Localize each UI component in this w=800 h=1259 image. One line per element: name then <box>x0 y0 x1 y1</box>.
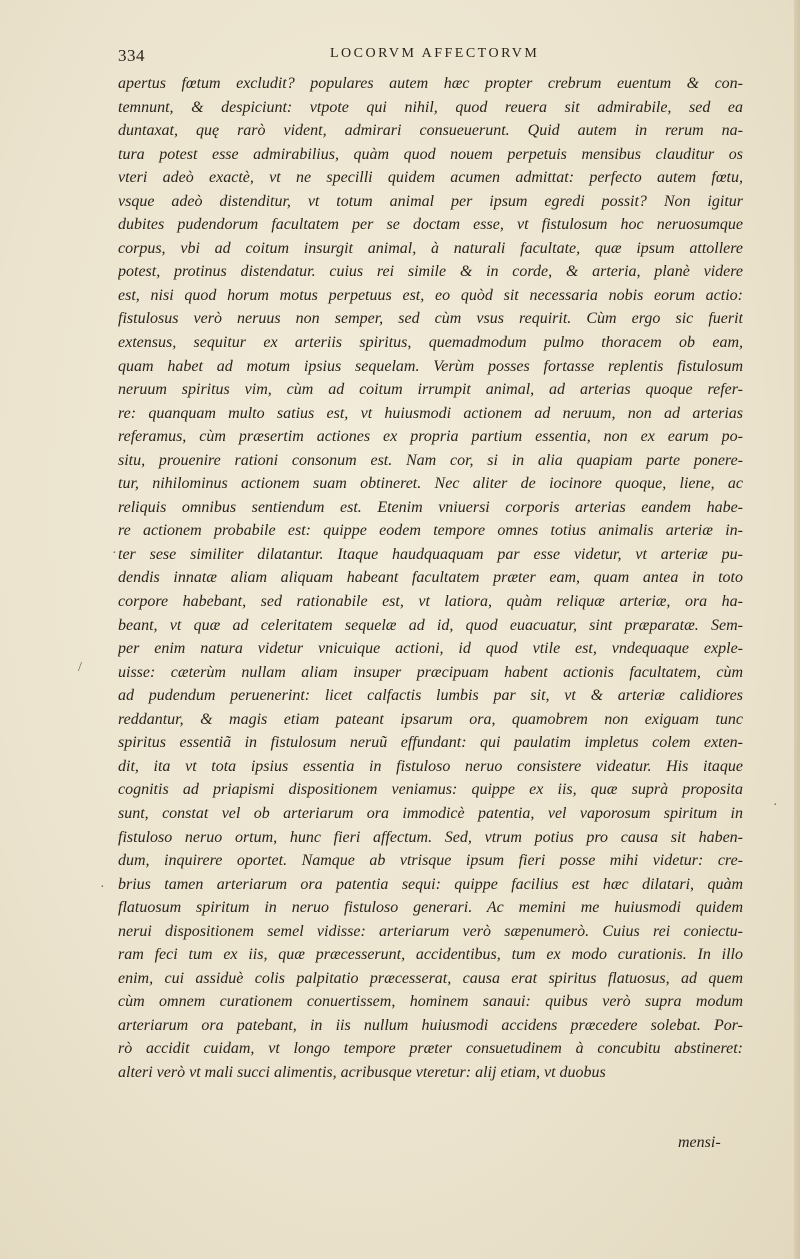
text-line: corpus, vbi ad coitum insurgit animal, à naturali facultate, quæ ipsum attollere <box>118 239 743 257</box>
text-line: arteriarum ora patebant, in iis nullum huiusmodi accidens præcedere solebat. Por- <box>118 1016 743 1034</box>
text-line: ram feci tum ex iis, quæ præcesserunt, accidentibus, tum ex modo curationis. In illo <box>118 946 743 964</box>
text-line: dubites pudendorum facultatem per se doctam esse, vt fistulosum hoc neruosumque <box>118 216 743 234</box>
text-line: tur, nihilominus actionem suam obtineret. Nec aliter de iocinore quoque, liene, ac <box>118 475 743 493</box>
running-head: LOCORVM AFFECTORVM <box>330 46 540 61</box>
margin-stroke: / <box>78 660 82 675</box>
text-line: neruum spiritus vim, cùm ad coitum irrumpit animal, ad arterias quoque refer- <box>118 381 743 399</box>
text-line: dum, inquirere oportet. Namque ab vtrisque ipsum fieri posse mihi videtur: cre- <box>118 852 743 870</box>
text-line: vsque adeò distenditur, vt totum animal per ipsum egredi possit? Non igitur <box>118 192 743 210</box>
text-line: duntaxat, quę rarò vident, admirari consueuerunt. Quid autem in rerum na- <box>118 122 743 140</box>
text-line: sunt, constat vel ob arteriarum ora immodicè patentia, vel vaporosum spiritum in <box>118 804 743 822</box>
text-line: ad pudendum peruenerint: licet calfactis lumbis par sit, vt & arteriæ calidiores <box>118 687 743 705</box>
text-line: potest, protinus distendatur. cuius rei simile & in corde, & arteria, planè videre <box>118 263 743 281</box>
text-line: re: quanquam multo satius est, vt huiusmodi actionem ad neruum, non ad arterias <box>118 404 743 422</box>
text-line: reddantur, & magis etiam pateant ipsarum ora, quamobrem non exiguam tunc <box>118 710 743 728</box>
text-line: cùm omnem curationem conuertissem, hominem sanaui: quibus verò supra modum <box>118 993 743 1011</box>
text-line: flatuosum spiritum in neruo fistuloso generari. Ac memini me huiusmodi quidem <box>118 899 743 917</box>
text-line: dendis innatæ aliam aliquam habeant facultatem præter eam, quam antea in toto <box>118 569 743 587</box>
margin-dot: · <box>100 880 105 895</box>
text-line: quam habet ad motum ipsius sequelam. Verùm posses fortasse replentis fistulosum <box>118 357 743 375</box>
text-line: tura potest esse admirabilius, quàm quod nouem perpetuis mensibus clauditur os <box>118 145 743 163</box>
text-line: beant, vt quæ ad celeritatem sequelæ ad id, quod euacuatur, sint præparatæ. Sem- <box>118 616 743 634</box>
text-line: ter sese similiter dilatantur. Itaque haudquaquam par esse videtur, vt arteriæ pu- <box>118 545 743 563</box>
text-line: est, nisi quod horum motus perpetuus est, eo quòd sit necessaria nobis eorum actio: <box>118 286 743 304</box>
text-line: uisse: cæterùm nullam aliam insuper præcipuam habent actionis facultatem, cùm <box>118 663 743 681</box>
text-line: cognitis ad priapismi dispositionem veniamus: quippe ex iis, quæ suprà proposita <box>118 781 743 799</box>
text-line: corpore habebant, sed rationabile est, vt latiora, quàm reliquæ arteriæ, ora ha- <box>118 593 743 611</box>
text-line: extensus, sequitur ex arteriis spiritus, quemadmodum pulmo thoracem ob eam, <box>118 334 743 352</box>
page-edge <box>794 0 800 1259</box>
text-line: brius tamen arteriarum ora patentia sequi: quippe facilius est hæc dilatari, quàm <box>118 875 743 893</box>
text-line: vteri adeò exactè, vt ne specilli quidem acumen admittat: perfecto autem fœtu, <box>118 169 743 187</box>
body-text <box>118 72 743 1085</box>
margin-dot: · <box>773 798 778 813</box>
text-line: dit, ita vt tota ipsius essentia in fistuloso neruo consistere videatur. His itaque <box>118 757 743 775</box>
text-line: spiritus essentiã in fistulosum neruũ effundant: qui paulatim impletus colem exten- <box>118 734 743 752</box>
text-line: enim, cui assiduè colis palpitatio præcesserat, causa erat spiritus flatuosus, ad quem <box>118 969 743 987</box>
text-line: temnunt, & despiciunt: vtpote qui nihil, quod reuera sit admirabile, sed ea <box>118 98 743 116</box>
margin-dot: · <box>112 546 117 561</box>
text-line: re actionem probabile est: quippe eodem tempore omnes totius animalis arteriæ in- <box>118 522 743 540</box>
text-line: reliquis omnibus sentiendum est. Etenim vniuersi corporis arterias eandem habe- <box>118 498 743 516</box>
text-line: rò accidit cuidam, vt longo tempore præter consuetudinem à concubitu abstineret: <box>118 1040 743 1058</box>
catchword: mensi- <box>678 1134 721 1151</box>
text-line: nerui dispositionem semel vidisse: arteriarum verò sæpenumerò. Cuius rei coniectu- <box>118 922 743 940</box>
page-number: 334 <box>118 46 145 65</box>
text-line: referamus, cùm præsertim actiones ex propria partium essentia, non ex earum po- <box>118 428 743 446</box>
text-line: per enim natura videtur vnicuique actioni, id quod vtile est, vndequaque exple- <box>118 640 743 658</box>
text-line: apertus fœtum excludit? populares autem hæc propter crebrum euentum & con- <box>118 75 743 92</box>
text-line: situ, prouenire rationi consonum est. Nam cor, si in alia quapiam parte ponere- <box>118 451 743 469</box>
text-line: fistuloso neruo ortum, hunc fieri affectum. Sed, vtrum potius pro causa sit haben- <box>118 828 743 846</box>
text-line: fistulosus verò neruus non semper, sed cùm vsus requirit. Cùm ergo sic fuerit <box>118 310 743 328</box>
text-line: alteri verò vt mali succi alimentis, acribusque vteretur: alij etiam, vt duobus <box>118 1063 606 1081</box>
page-header <box>118 46 738 70</box>
